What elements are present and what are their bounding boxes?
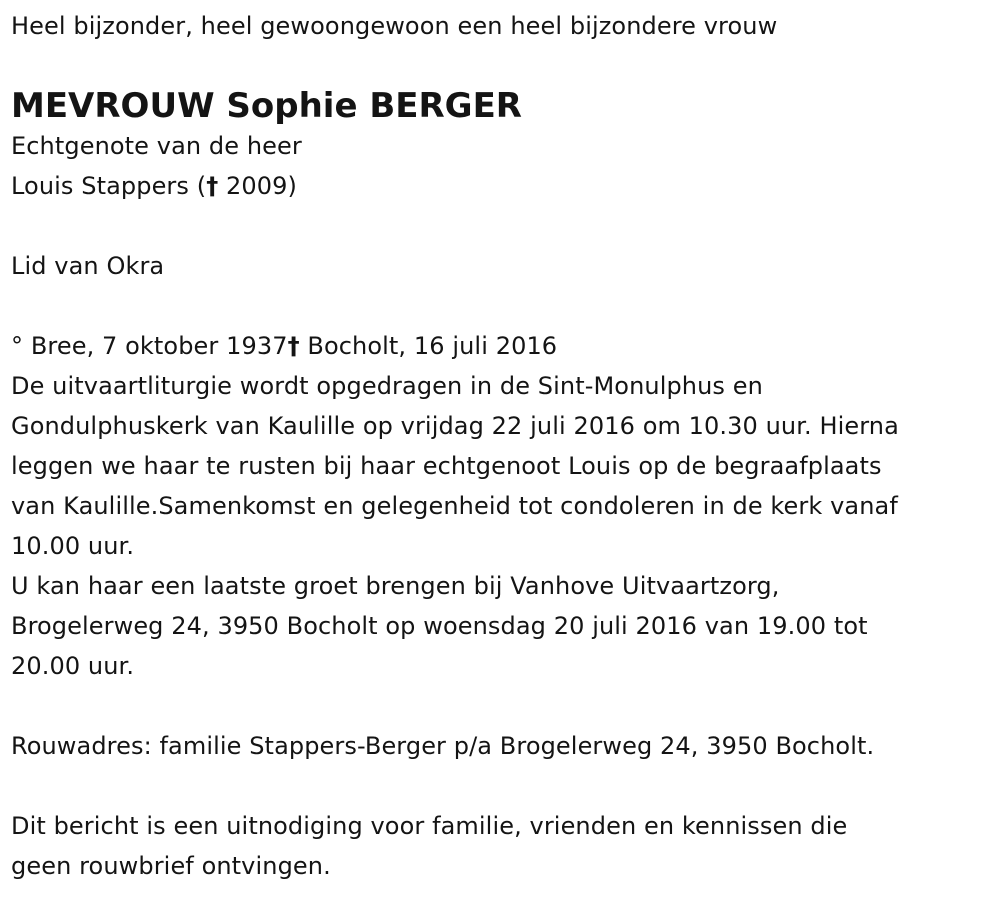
birth-text: ° Bree, 7 oktober 1937 [11,332,288,360]
obituary-notice [11,6,991,886]
spouse-line-1: Echtgenote van de heer [11,132,302,160]
body-line: Brogelerweg 24, 3950 Bocholt op woensdag 20 juli 2016 van 19.00 tot [11,612,868,640]
body-line: Gondulphuskerk van Kaulille op vrijdag 22 juli 2016 om 10.30 uur. Hierna [11,412,899,440]
spacer [11,286,991,326]
membership-text: Lid van Okra [11,252,165,280]
spouse-line-2 [11,166,991,206]
cross-icon: † [287,332,300,360]
body-line: 10.00 uur. [11,532,135,560]
funeral-details [11,366,991,686]
spacer [11,206,991,246]
spacer [11,766,991,806]
body-line: De uitvaartliturgie wordt opgedragen in de Sint-Monulphus en [11,372,763,400]
mourning-address: Rouwadres: familie Stappers-Berger p/a Brogelerweg 24, 3950 Bocholt. [11,732,875,760]
death-text: Bocholt, 16 juli 2016 [299,332,558,360]
body-line: U kan haar een laatste groet brengen bij Vanhove Uitvaartzorg, [11,572,780,600]
notice-line: geen rouwbrief ontvingen. [11,852,331,880]
spouse-name-text: Louis Stappers ( [11,172,207,200]
cross-icon: † [206,172,219,200]
spouse-death-year: 2009) [218,172,297,200]
spacer [11,686,991,726]
body-line: van Kaulille.Samenkomst en gelegenheid tot condoleren in de kerk vanaf [11,492,898,520]
body-line: leggen we haar te rusten bij haar echtgenoot Louis op de begraafplaats [11,452,882,480]
deceased-name: MEVROUW Sophie BERGER [11,86,522,126]
birth-death-line [11,326,991,366]
body-line: 20.00 uur. [11,652,135,680]
notice-line: Dit bericht is een uitnodiging voor familie, vrienden en kennissen die [11,812,848,840]
invitation-notice [11,806,991,886]
intro-text: Heel bijzonder, heel gewoongewoon een heel bijzondere vrouw [11,12,778,40]
